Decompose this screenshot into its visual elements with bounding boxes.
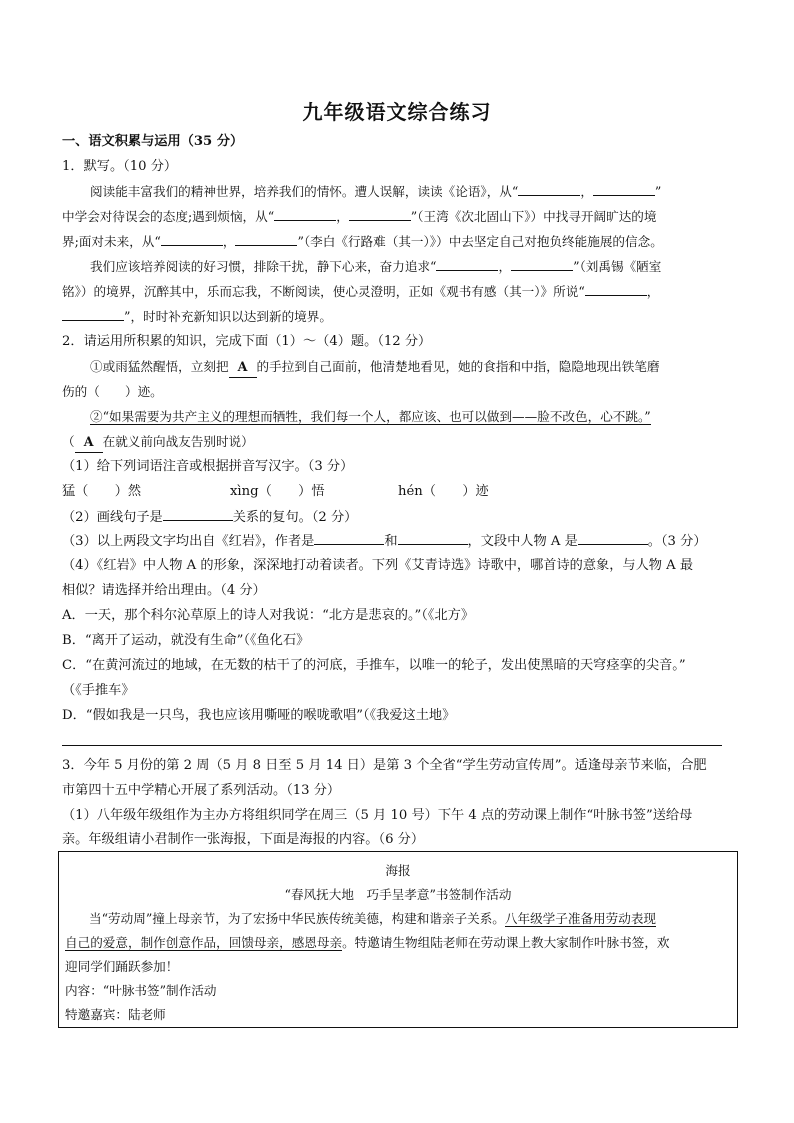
fill-blank[interactable]	[511, 257, 573, 271]
option-c-source: （《手推车》	[62, 683, 135, 698]
text: 的手拉到自己面前，他清楚地看见，她的食指和中指，隐隐地现出铁笔磨	[256, 359, 660, 374]
fill-blank[interactable]	[161, 232, 223, 246]
section-heading: 一、语文积累与运用（35 分）	[62, 134, 244, 149]
word-3: hén（ ）迹	[398, 484, 489, 499]
fill-blank[interactable]	[62, 307, 124, 321]
fill-blank[interactable]	[235, 232, 297, 246]
option-b: B．“离开了运动，就没有生命”（《鱼化石》	[62, 633, 310, 648]
q3-line-4: 亲。年级组请小君制作一张海报，下面是海报的内容。（6 分）	[62, 832, 425, 847]
fill-blank[interactable]	[274, 207, 336, 221]
text: ”	[654, 184, 662, 199]
poster-body-1	[89, 908, 731, 927]
character-a-label: A	[229, 357, 257, 378]
option-a: A．一天，那个科尔沁草原上的诗人对我说：“北方是悲哀的。”（《北方》	[62, 608, 475, 623]
poster-content: 内容：“叶脉书签”制作活动	[65, 983, 217, 998]
fill-blank[interactable]	[163, 507, 233, 521]
fill-blank[interactable]	[314, 531, 384, 545]
fill-blank[interactable]	[593, 182, 655, 196]
q2-sub-1: （1）给下列词语注音或根据拼音写汉字。（3 分）	[62, 459, 354, 474]
q3-line-3: （1）八年级年级组作为主办方将组织同学在周三（5 月 10 号）下午 4 点的劳动课上制作“叶脉书签”送给母	[62, 808, 693, 823]
underlined-text: 自己的爱意，制作创意作品，回馈母亲，感恩母亲	[65, 935, 343, 950]
q3-line-2: 市第四十五中学精心开展了系列活动。（13 分）	[62, 783, 341, 798]
text: 当“劳动周”撞上母亲节，为了宏扬中华民族传统美德，构建和谐亲子关系。	[89, 911, 505, 926]
fill-blank[interactable]	[436, 257, 498, 271]
text: ”（刘禹锡《陋室	[573, 259, 662, 274]
q2-passage-2	[90, 407, 738, 427]
text: 铭》）的境界，沉醉其中，乐而忘我，不断阅读，使心灵澄明，正如《观书有感（其一）》所说“	[62, 284, 585, 299]
text: ”（李白《行路难（其一）》）中去坚定自己对抱负终能施展的信念。	[297, 234, 663, 249]
character-a-label: A	[75, 432, 103, 453]
text: 阅读能丰富我们的精神世界，培养我们的情怀。遭人误解，读读《论语》，从“	[90, 184, 519, 199]
text: 界;面对未来，从“	[62, 234, 161, 249]
text: ，	[580, 184, 593, 199]
text: 和	[384, 534, 398, 549]
poster-heading: 海报	[385, 863, 411, 878]
text: （	[62, 434, 75, 449]
word-2: xìng（ ）悟	[230, 484, 325, 499]
fill-blank[interactable]	[578, 531, 648, 545]
q2-passage-2-source	[62, 432, 738, 453]
answer-line[interactable]	[62, 745, 722, 746]
page-title: 九年级语文综合练习	[302, 100, 492, 124]
text: ”（王湾《次北固山下》）中找寻开阔旷达的境	[410, 209, 657, 224]
text: ，	[222, 234, 236, 249]
text: 。特邀请生物组陆老师在劳动课上教大家制作叶脉书签，欢	[342, 935, 670, 950]
word-1: 猛（ ）然	[62, 484, 142, 499]
q1-line-5	[62, 282, 738, 302]
poster-box	[58, 851, 738, 1028]
option-c: C．“在黄河流过的地域，在无数的枯干了的河底，手推车，以唯一的轮子，发出使黑暗的天穹痉挛的尖音。”	[62, 658, 686, 673]
q2-passage-1-end: 伤的（ ）迹。	[62, 384, 163, 399]
option-d: D．“假如我是一只鸟，我也应该用嘶哑的喉咙歌唱”（《我爱这土地》	[62, 708, 456, 723]
text: ”，时时补充新知识以达到新的境界。	[124, 309, 332, 324]
poster-body-2	[65, 932, 731, 951]
text: （2）画线句子是	[62, 510, 163, 525]
poster-body-3: 迎同学们踊跃参加！	[65, 959, 179, 974]
q1-line-1	[90, 182, 738, 202]
text: ①或雨猛然醒悟，立刻把	[90, 359, 229, 374]
text: ，	[646, 284, 660, 299]
q1-line-4	[90, 257, 738, 277]
text: （3）以上两段文字均出自《红岩》，作者是	[62, 534, 315, 549]
text: 关系的复句。（2 分）	[232, 510, 358, 525]
text: ，	[336, 209, 349, 224]
fill-blank[interactable]	[518, 182, 580, 196]
poster-guest: 特邀嘉宾：陆老师	[65, 1007, 166, 1022]
underlined-sentence: ②“如果需要为共产主义的理想而牺牲，我们每一个人，都应该、也可以做到——脸不改色，心不跳。”	[90, 409, 651, 424]
fill-blank[interactable]	[585, 282, 647, 296]
text: 中学会对待误会的态度;遇到烦恼，从“	[62, 209, 275, 224]
q2-heading: 2．请运用所积累的知识，完成下面（1）～（4）题。（12 分）	[62, 334, 432, 349]
fill-blank[interactable]	[398, 531, 468, 545]
q1-line-2	[62, 207, 738, 227]
text: ，	[498, 259, 512, 274]
poster-subtitle: “春风抚大地 巧手呈孝意”书签制作活动	[284, 887, 512, 902]
q1-line-3	[62, 232, 738, 252]
underlined-text: 八年级学子准备用劳动表现	[504, 911, 657, 926]
q2-sub-3	[62, 531, 738, 552]
fill-blank[interactable]	[349, 207, 411, 221]
q2-sub-4-cont: 相似？请选择并给出理由。（4 分）	[62, 583, 266, 598]
q2-words	[62, 482, 738, 502]
text: 我们应该培养阅读的好习惯，排除干扰，静下心来，奋力追求“	[90, 259, 437, 274]
q1-line-6	[62, 307, 738, 327]
text: 在就义前向战友告别时说）	[102, 434, 254, 449]
q1-heading: 1．默写。（10 分）	[62, 159, 178, 174]
text: 。（3 分）	[647, 534, 707, 549]
q2-sub-4: （4）《红岩》中人物 A 的形象，深深地打动着读者。下列《艾青诗选》诗歌中，哪首诗的意象，与人物 A 最	[62, 558, 694, 573]
q2-sub-2	[62, 507, 738, 528]
q3-line-1: 3．今年 5 月份的第 2 周（5 月 8 日至 5 月 14 日）是第 3 个全省“学生劳动宣传周”。适逢母亲节来临，合肥	[62, 758, 707, 773]
q2-passage-1	[90, 357, 738, 378]
text: ，文段中人物 A 是	[467, 534, 578, 549]
